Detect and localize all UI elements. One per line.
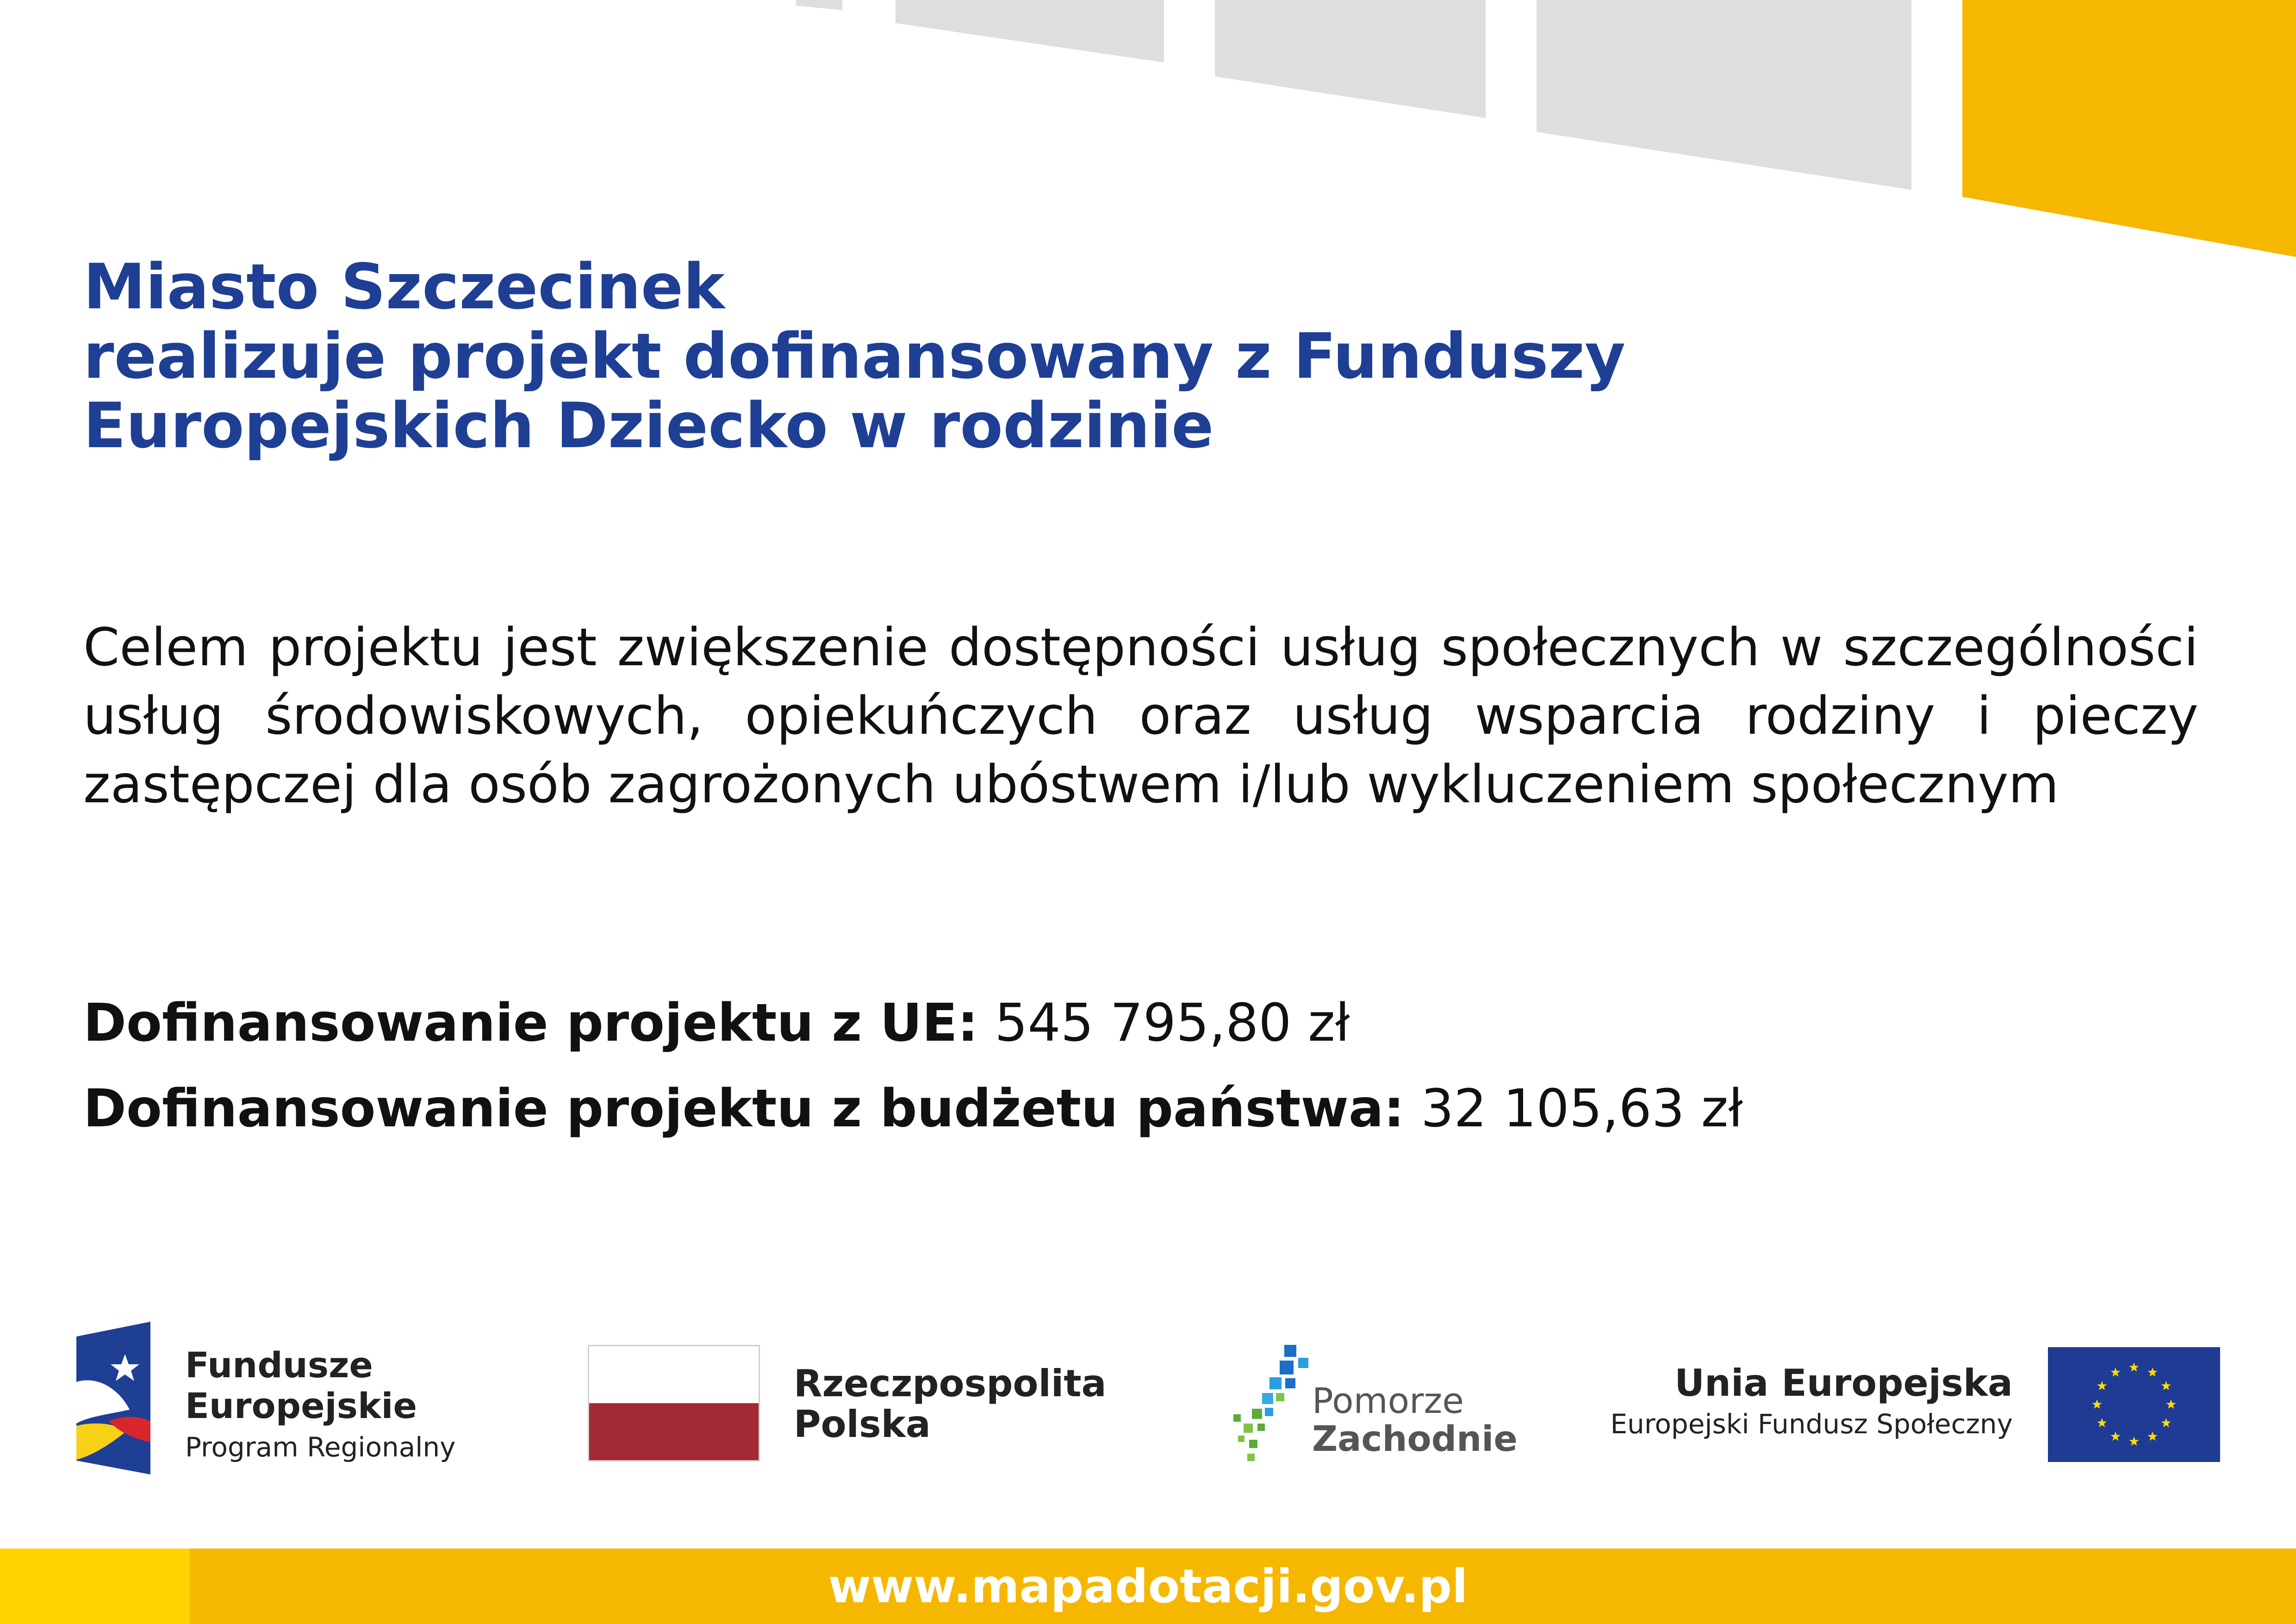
- funding-ue-label: Dofinansowanie projektu z UE:: [83, 993, 978, 1053]
- funding-ue: [83, 993, 2166, 1053]
- title-line-1: Miasto Szczecinek: [83, 250, 725, 323]
- rzeczpospolita-line-2: Polska: [794, 1403, 931, 1446]
- funding-state-label: Dofinansowanie projektu z budżetu państwa:: [83, 1079, 1405, 1139]
- page-title: [83, 252, 2073, 461]
- fundusze-europejskie-logo-icon: [76, 1322, 150, 1474]
- pomorze-zachodnie-logo-icon: [1233, 1345, 1312, 1465]
- pomorze-zachodnie-text: [1312, 1382, 1518, 1458]
- unia-line-2: Europejski Fundusz Społeczny: [1610, 1408, 2013, 1440]
- funding-ue-value: 545 795,80 zł: [995, 993, 1350, 1053]
- gray-stripe-2: [896, 0, 1164, 62]
- gray-stripe-3: [1215, 0, 1486, 118]
- funding-state-value: 32 105,63 zł: [1420, 1079, 1743, 1139]
- fundusze-line-2: Europejskie: [185, 1385, 417, 1426]
- fundusze-line-1: Fundusze: [185, 1344, 373, 1386]
- fundusze-europejskie-text: [185, 1345, 455, 1468]
- eu-flag-icon: [2048, 1347, 2220, 1462]
- fundusze-line-3: Program Regionalny: [185, 1431, 456, 1463]
- gray-stripe-1: [796, 0, 842, 10]
- title-line-3: Europejskich Dziecko w rodzinie: [83, 389, 1214, 462]
- funding-state: [83, 1079, 2166, 1139]
- footer-url: www.mapadotacji.gov.pl: [828, 1559, 1468, 1613]
- unia-europejska-text: [1610, 1361, 2013, 1443]
- pomorze-line-1: Pomorze: [1312, 1380, 1464, 1421]
- gray-stripe-4: [1537, 0, 1911, 190]
- pomorze-line-2: Zachodnie: [1312, 1418, 1518, 1459]
- rzeczpospolita-text: [794, 1363, 1107, 1445]
- title-line-2: realizuje projekt dofinansowany z Funduszy: [83, 320, 1626, 393]
- rzeczpospolita-line-1: Rzeczpospolita: [794, 1362, 1107, 1405]
- unia-line-1: Unia Europejska: [1674, 1362, 2013, 1405]
- header-decoration: [0, 0, 2296, 278]
- yellow-corner: [1962, 0, 2296, 257]
- project-description: Celem projektu jest zwiększenie dostępności usług społecznych w szczególności usług środowiskowych, opiekuńczych oraz usług wsparcia rodziny i pieczy zastępczej dla osób zagrożonych ubóstwem i/lub wykluczeniem społecznym: [83, 618, 2198, 815]
- polish-flag-icon: [588, 1345, 760, 1462]
